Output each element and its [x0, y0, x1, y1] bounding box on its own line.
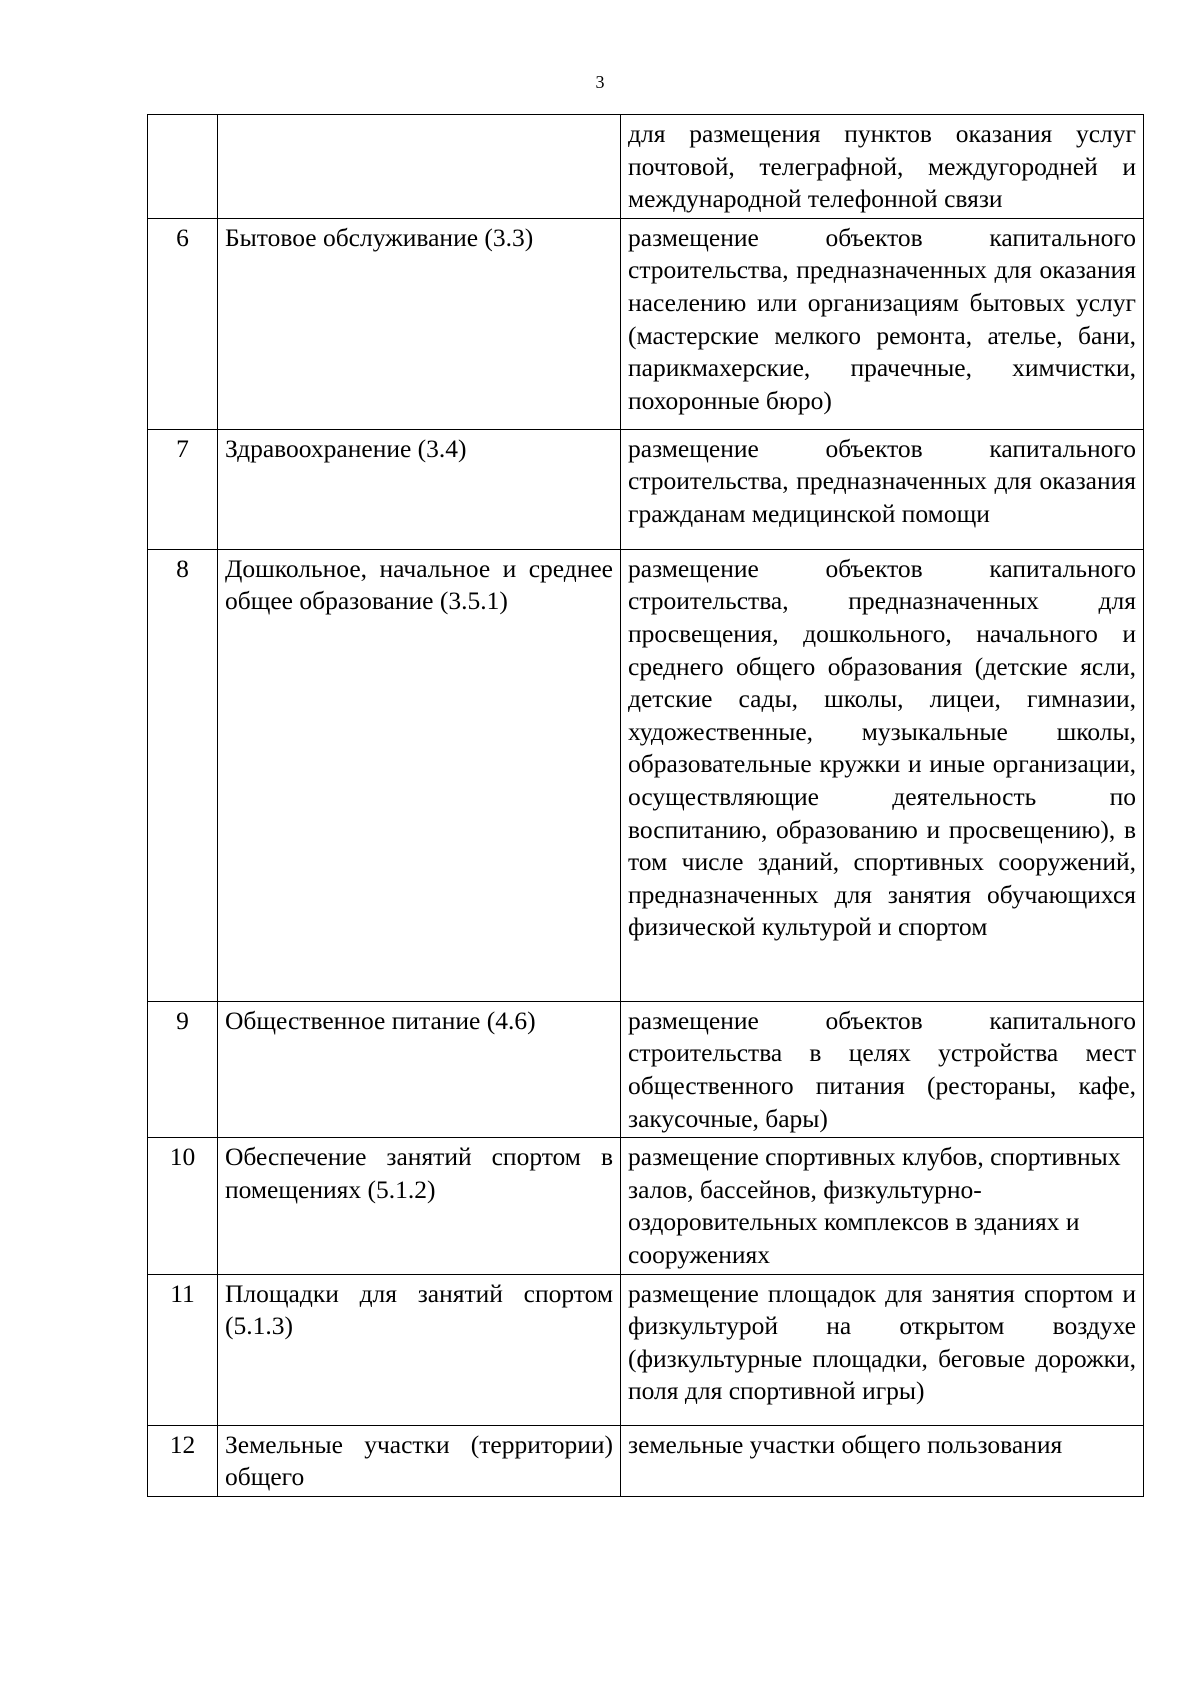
row-number [148, 115, 218, 219]
table-row [148, 1138, 1144, 1274]
table-row [148, 1001, 1144, 1137]
land-use-name: Здравоохранение (3.4) [218, 429, 621, 549]
land-use-name: Бытовое обслуживание (3.3) [218, 218, 621, 429]
land-use-description: земельные участки общего пользования [621, 1425, 1144, 1496]
row-number: 6 [148, 218, 218, 429]
land-use-description: размещение объектов капитального строительства в целях устройства мест общественного питания (рестораны, кафе, закусочные, бары) [621, 1001, 1144, 1137]
land-use-description: размещение площадок для занятия спортом и физкультурой на открытом воздухе (физкультурные площадки, беговые дорожки, поля для спортивной игры) [621, 1274, 1144, 1425]
land-use-name: Общественное питание (4.6) [218, 1001, 621, 1137]
land-use-name: Земельные участки (территории) общего [218, 1425, 621, 1496]
table-row [148, 549, 1144, 1001]
table-row [148, 218, 1144, 429]
land-use-name [218, 115, 621, 219]
land-use-description: размещение объектов капитального строительства, предназначенных для оказания гражданам медицинской помощи [621, 429, 1144, 549]
row-number: 8 [148, 549, 218, 1001]
land-use-description: размещение объектов капитального строительства, предназначенных для оказания населению или организациям бытовых услуг (мастерские мелкого ремонта, ателье, бани, парикмахерские, прачечные, химчистки, похоронные бюро) [621, 218, 1144, 429]
row-number: 7 [148, 429, 218, 549]
table-row [148, 115, 1144, 219]
row-number: 9 [148, 1001, 218, 1137]
land-use-name: Площадки для занятий спортом (5.1.3) [218, 1274, 621, 1425]
row-number: 10 [148, 1138, 218, 1274]
page-number: 3 [595, 72, 605, 92]
land-use-description: размещение объектов капитального строительства, предназначенных для просвещения, дошкольного, начального и среднего общего образования (детские ясли, детские сады, школы, лицеи, гимназии, художественные, музыкальные школы, образовательные кружки и иные организации, осуществляющие деятельность по воспитанию, образованию и просвещению), в том числе зданий, спортивных сооружений, предназначенных для занятия обучающихся физической культурой и спортом [621, 549, 1144, 1001]
table-row [148, 1425, 1144, 1496]
land-use-table [147, 114, 1144, 1497]
table-row [148, 1274, 1144, 1425]
table-row [148, 429, 1144, 549]
land-use-description: размещение спортивных клубов, спортивных залов, бассейнов, физкультурно-оздоровительных комплексов в зданиях и сооружениях [621, 1138, 1144, 1274]
land-use-description: для размещения пунктов оказания услуг почтовой, телеграфной, междугородней и международной телефонной связи [621, 115, 1144, 219]
row-number: 11 [148, 1274, 218, 1425]
row-number: 12 [148, 1425, 218, 1496]
land-use-name: Дошкольное, начальное и среднее общее образование (3.5.1) [218, 549, 621, 1001]
land-use-name: Обеспечение занятий спортом в помещениях (5.1.2) [218, 1138, 621, 1274]
